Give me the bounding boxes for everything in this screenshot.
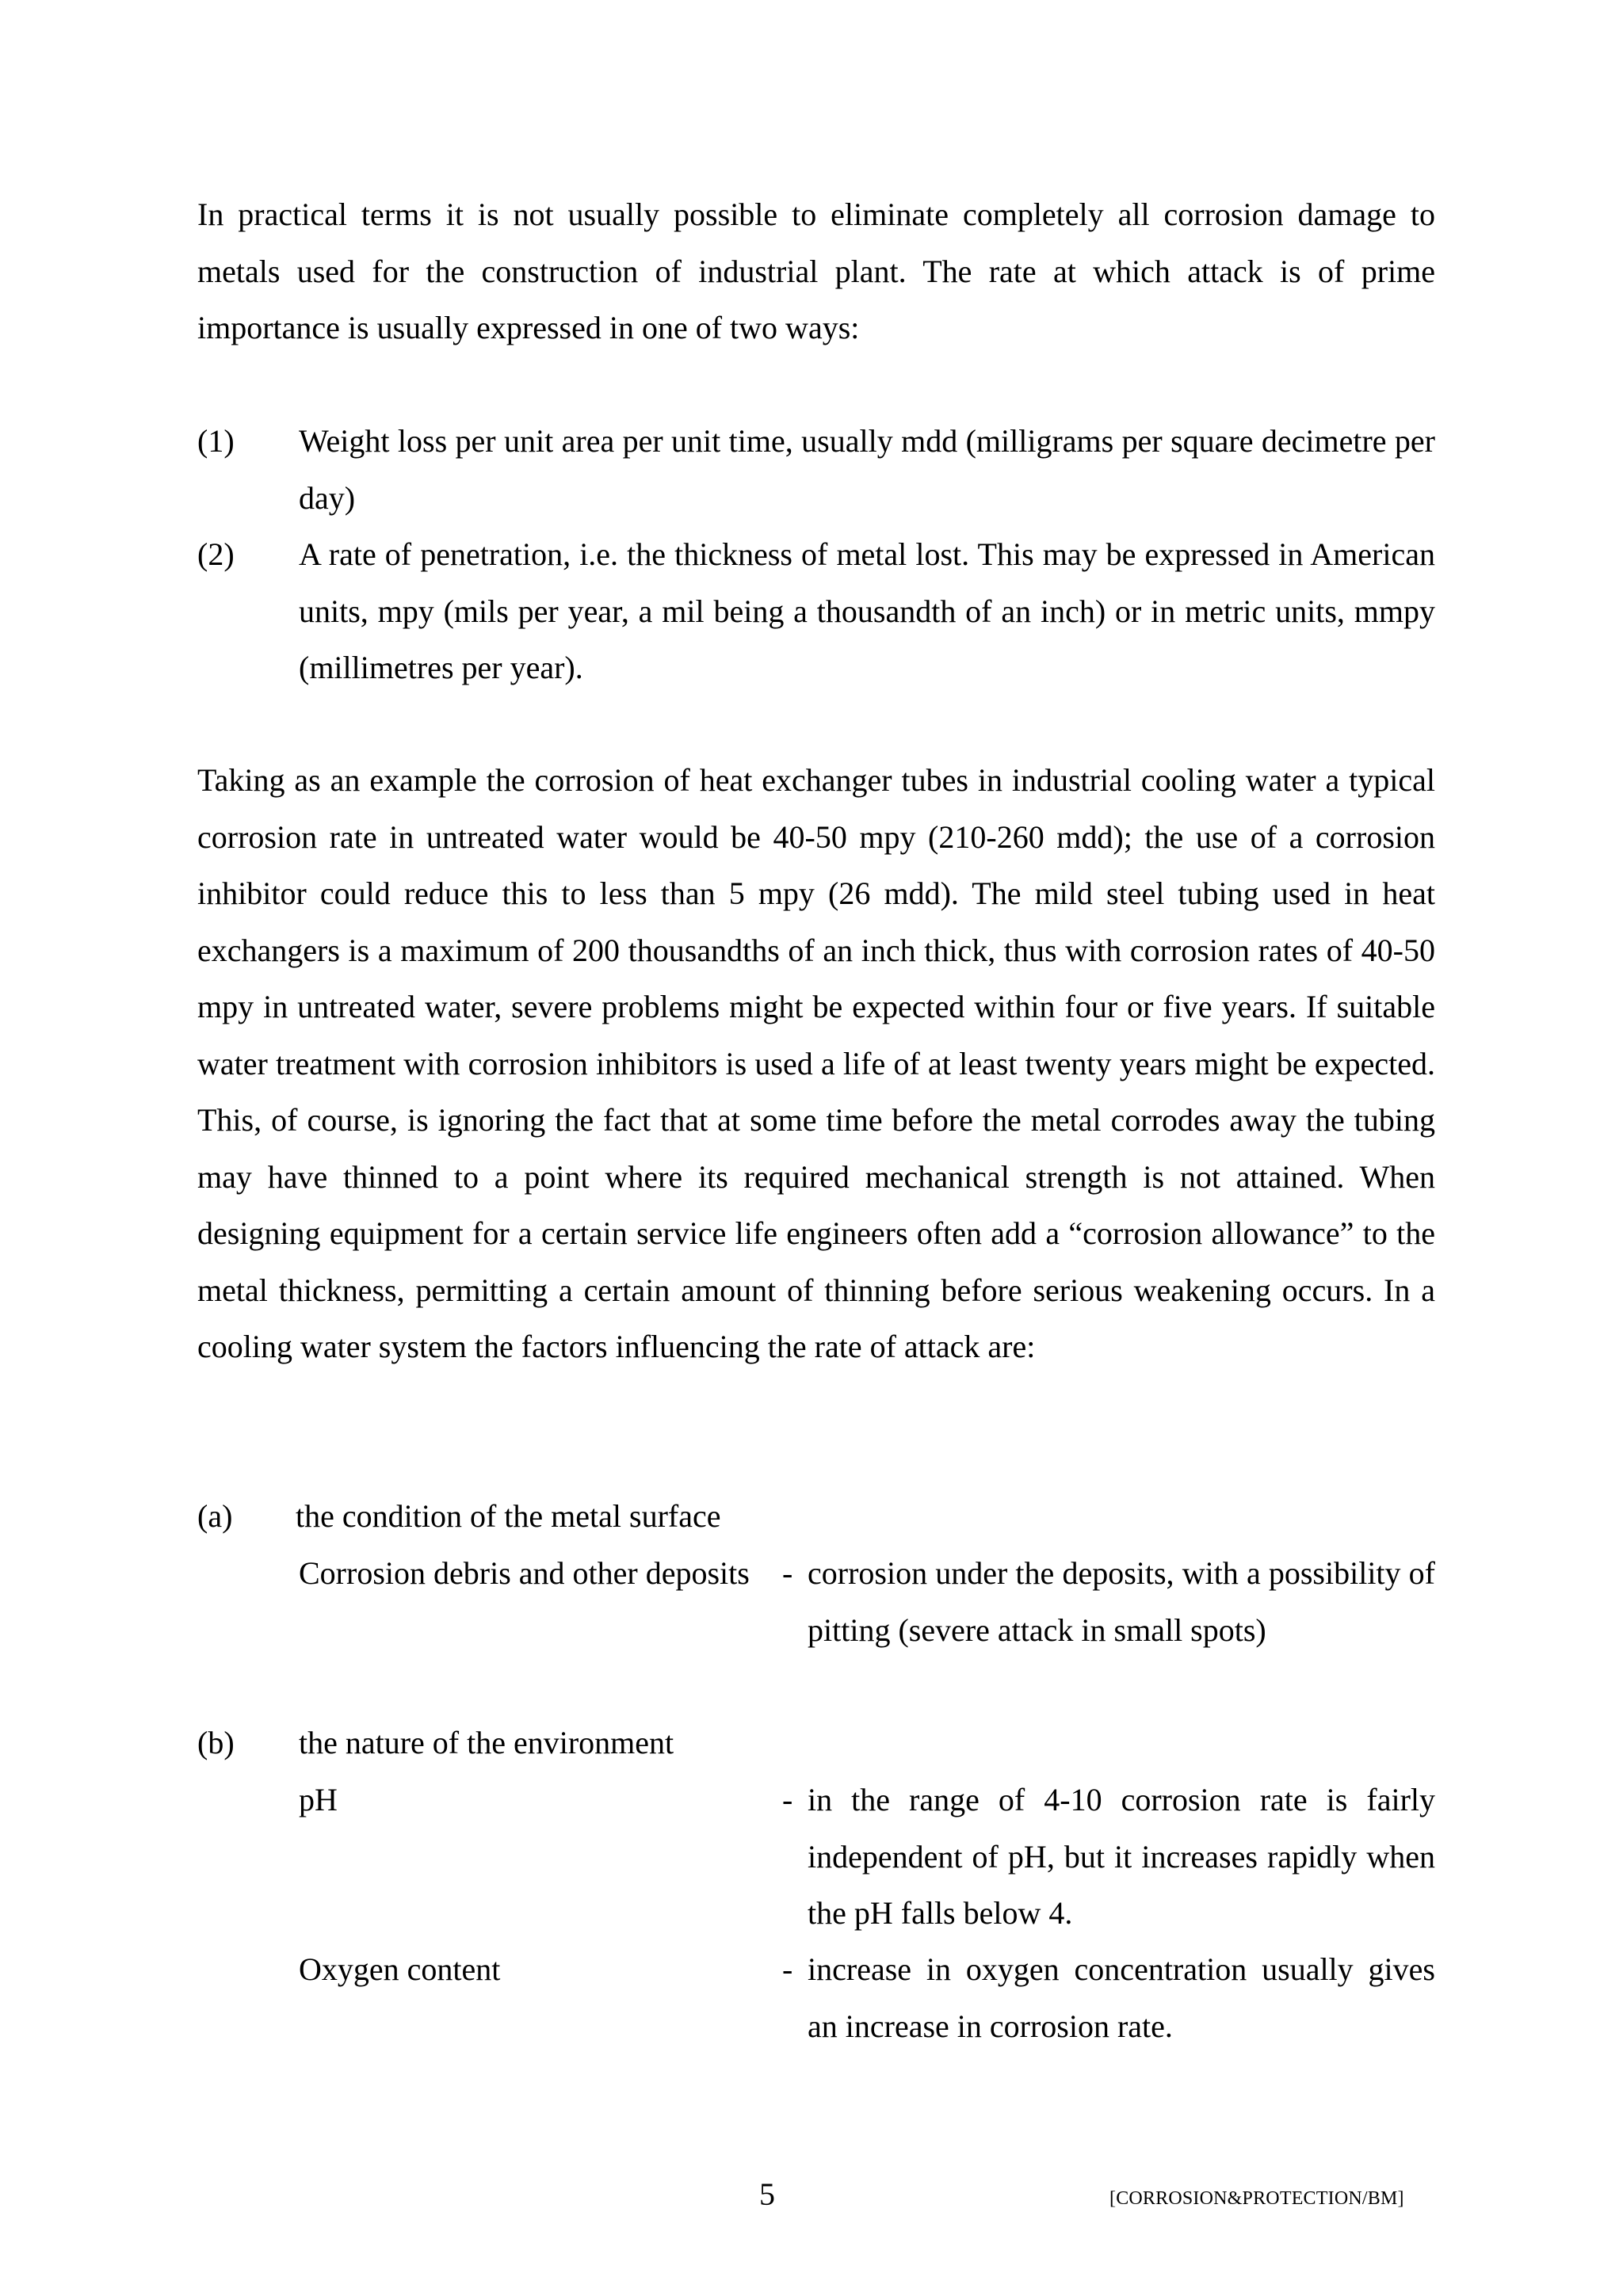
measure-text: Weight loss per unit area per unit time, usually mdd (milligrams per square decimetre per day) (299, 423, 1435, 516)
factor-heading: the condition of the metal surface (296, 1498, 721, 1534)
factor-marker: (a) (197, 1498, 233, 1534)
intro-paragraph: In practical terms it is not usually possible to eliminate completely all corrosion damage to metals used for the construction of industrial plant. The rate at which attack is of prime importance is usually expressed in one of two ways: (197, 196, 1435, 345)
factor-description: increase in oxygen concentration usually gives an increase in corrosion rate. (808, 1951, 1435, 2044)
factor-heading: the nature of the environment (299, 1725, 674, 1760)
factor-description: in the range of 4-10 corrosion rate is fairly independent of pH, but it increases rapidly when the pH falls below 4. (808, 1782, 1435, 1931)
factor-dash: - (782, 1951, 793, 1987)
factor-marker: (b) (197, 1725, 235, 1760)
document-reference: [CORROSION&PROTECTION/BM] (1109, 2188, 1404, 2209)
factor-dash: - (782, 1555, 793, 1591)
factor-term: Corrosion debris and other deposits (299, 1555, 750, 1591)
factor-term: pH (299, 1782, 338, 1817)
example-paragraph: Taking as an example the corrosion of heat exchanger tubes in industrial cooling water a typical corrosion rate in untreated water would be 40-50 mpy (210-260 mdd); the use of a corrosion inhibitor could reduce this to less than 5 mpy (26 mdd). The mild steel tubing used in heat exchangers is a maximum of 200 thousandths of an inch thick, thus with corrosion rates of 40-50 mpy in untreated water, severe problems might be expected within four or five years. If suitable water treatment with corrosion inhibitors is used a life of at least twenty years might be expected. This, of course, is ignoring the fact that at some time before the metal corrodes away the tubing may have thinned to a point where its required mechanical strength is not attained. When designing equipment for a certain service life engineers often add a “corrosion allowance” to the metal thickness, permitting a certain amount of thinning before serious weakening occurs. In a cooling water system the factors influencing the rate of attack are: (197, 762, 1435, 1364)
measure-marker: (1) (197, 423, 235, 459)
factor-description: corrosion under the deposits, with a possibility of pitting (severe attack in small spots) (808, 1555, 1435, 1648)
factor-dash: - (782, 1782, 793, 1817)
measure-marker: (2) (197, 536, 235, 572)
factor-term: Oxygen content (299, 1951, 501, 1987)
page-number: 5 (759, 2176, 775, 2212)
measure-text: A rate of penetration, i.e. the thickness of metal lost. This may be expressed in American units, mpy (mils per year, a mil being a thousandth of an inch) or in metric units, mmpy (millimetres per year). (299, 536, 1435, 685)
